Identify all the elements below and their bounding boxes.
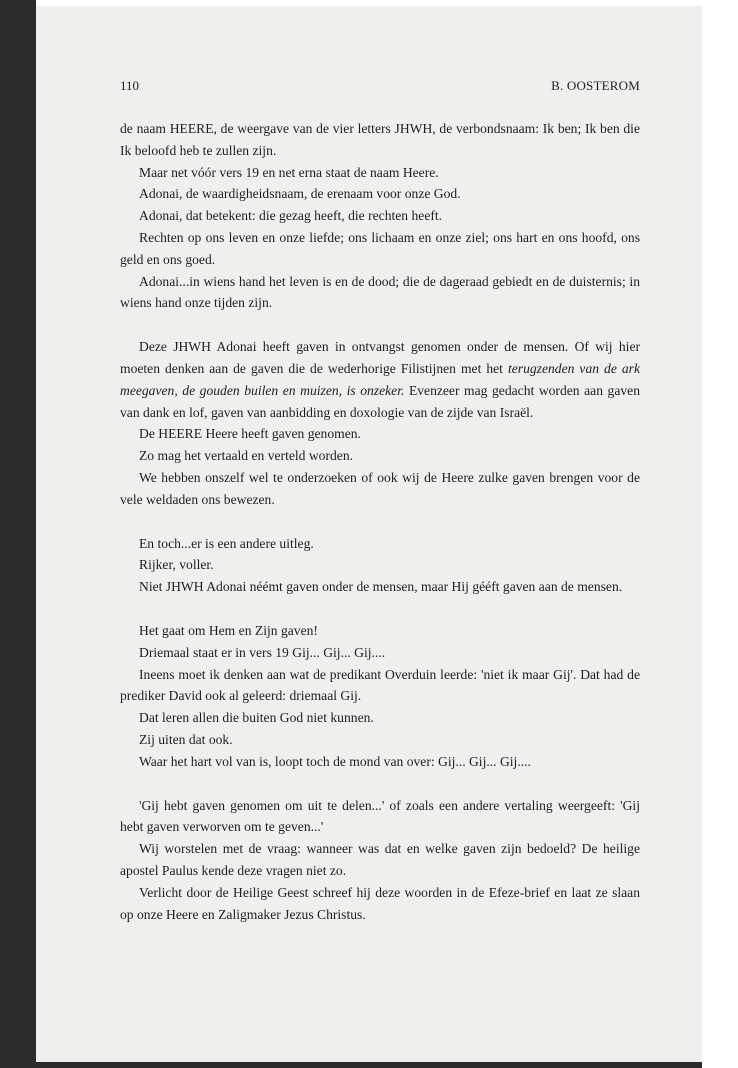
paragraph-italic-text: terugzenden van de ark meegaven, de gouden builen en muizen, is onzeker. (120, 360, 640, 398)
paragraph: Zij uiten dat ook. (139, 731, 233, 747)
paragraph: Adonai...in wiens hand het leven is en de dood; die de dageraad gebiedt en de duisternis; in wiens hand onze tijden zijn. (120, 273, 640, 311)
paragraph: 'Gij hebt gaven genomen om uit te delen...' of zoals een andere vertaling weergeeft: 'Gij hebt gaven verworven om te geven...' (120, 797, 640, 835)
paragraph: de naam HEERE, de weergave van de vier letters JHWH, de verbondsnaam: Ik ben; Ik ben die Ik beloofd heb te zullen zijn. (120, 121, 640, 158)
paragraph: De HEERE Heere heeft gaven genomen. (139, 426, 361, 442)
paragraph: Waar het hart vol van is, loopt toch de mond van over: Gij... Gij... Gij.... (139, 753, 531, 769)
paragraph: Niet JHWH Adonai néémt gaven onder de mensen, maar Hij gééft gaven aan de mensen. (139, 579, 623, 595)
paragraph: Rijker, voller. (139, 557, 214, 573)
paragraph: We hebben onszelf wel te onderzoeken of ook wij de Heere zulke gaven brengen voor de vele weldaden ons bewezen. (120, 469, 640, 507)
paragraph: Wij worstelen met de vraag: wanneer was dat en welke gaven zijn bedoeld? De heilige apostel Paulus kende deze vragen niet zo. (120, 841, 640, 878)
scan-edge-right (702, 0, 738, 1068)
page-number: 110 (120, 78, 140, 93)
paragraph: Verlicht door de Heilige Geest schreef hij deze woorden in de Efeze-brief en laat ze slaan op onze Heere en Zaligmaker Jezus Christus. (120, 884, 640, 922)
paragraph: Rechten op ons leven en onze liefde; ons lichaam en onze ziel; ons hart en ons hoofd, ons geld en ons goed. (120, 229, 640, 267)
paragraph: Zo mag het vertaald en verteld worden. (139, 448, 354, 464)
paragraph: Adonai, de waardigheidsnaam, de erenaam voor onze God. (139, 186, 461, 202)
body-text (120, 118, 640, 925)
paragraph-text: Evenzeer mag gedacht worden aan gaven van dank en lof, gaven van aanbidding en doxologie van de zijde van Israël. (120, 382, 641, 420)
running-header (120, 78, 640, 96)
paragraph: Driemaal staat er in vers 19 Gij... Gij... Gij.... (139, 644, 386, 660)
paragraph: Maar net vóór vers 19 en net erna staat de naam Heere. (139, 164, 439, 180)
author-name: B. OOSTEROM (551, 78, 640, 93)
paragraph-text: Deze JHWH Adonai heeft gaven in ontvangst genomen onder de mensen. Of wij hier moeten denken aan de gaven die de wederhorige Filistijnen met het (120, 339, 640, 376)
paragraph (120, 336, 640, 423)
paragraph: Het gaat om Hem en Zijn gaven! (139, 622, 318, 638)
paragraph: Dat leren allen die buiten God niet kunnen. (139, 710, 374, 726)
paragraph: Ineens moet ik denken aan wat de predikant Overduin leerde: 'niet ik maar Gij'. Dat had de prediker David ook al geleerd: driemaal Gij. (120, 666, 640, 704)
paragraph: Adonai, dat betekent: die gezag heeft, die rechten heeft. (139, 208, 443, 224)
paragraph: En toch...er is een andere uitleg. (139, 535, 314, 551)
